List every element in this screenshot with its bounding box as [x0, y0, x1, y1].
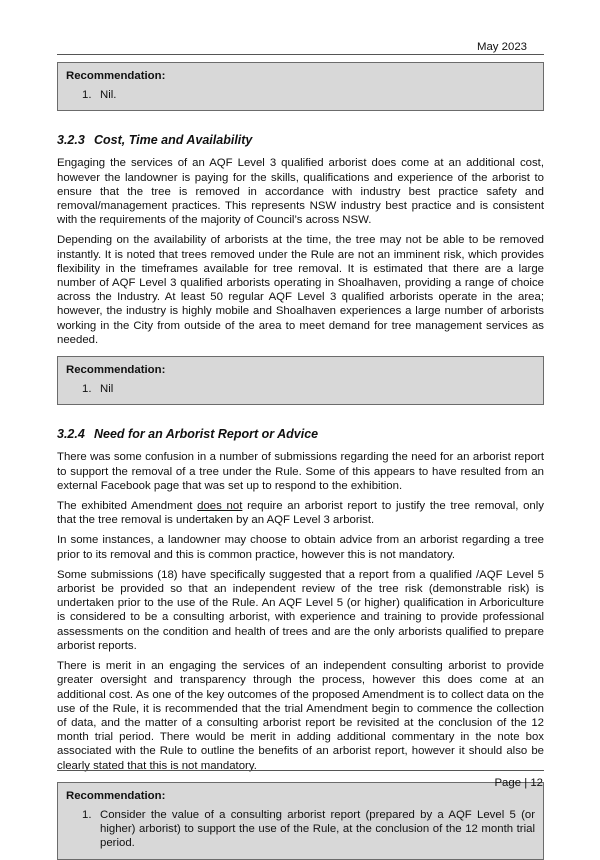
paragraph: Engaging the services of an AQF Level 3 qualified arborist does come at an additional cost, however the landowner is paying for the skills, qualifications and experience of the arborist to ensure that the tree is removed in accordance with industry best practice safety and removal/management practices. This represents NSW industry best practice and is consistent with the requirements of the majority of Council’s across NSW.: [57, 157, 544, 227]
recommendation-item: [66, 88, 535, 102]
paragraph: [57, 659, 544, 773]
header-date: May 2023: [476, 41, 527, 53]
section-number: 3.2.4: [57, 427, 85, 442]
recommendation-box: [57, 356, 544, 405]
recommendation-text: Consider the value of a consulting arborist report (prepared by a AQF Level 5 (or higher) arborist) to support the use of the Rule, at the conclusion of the 12 month trial period.: [100, 808, 535, 850]
paragraph: [57, 499, 544, 527]
recommendation-item: [66, 808, 535, 851]
paragraph-text: There is merit in an engaging the services of an independent consulting arborist to provide greater oversight and transparency through the process, however this does come at an additional cost. As one of the key outcomes of the proposed Amendment is to collect data on the use of the Rule, it is recommended that the trial Amendment begin to commence the collection of data, and the matter of a consulting arborist report be revisited at the conclusion of the 12 month trial period. There would be merit in adding additional commentary in the note box associated with the Rule to outline the benefits of an arborist report, however it should also be clearly stated that this is: [57, 660, 544, 772]
underlined-text: does not: [197, 500, 243, 513]
recommendation-title: Recommendation:: [66, 364, 166, 377]
recommendation-number: 1.: [82, 89, 92, 102]
page-number: Page | 12: [494, 777, 543, 789]
paragraph: Depending on the availability of arborists at the time, the tree may not be able to be removed instantly. It is noted that trees removed under the Rule are not an imminent risk, which provides flexibility in the timeframes available for tree removal. It is estimated that there are a large number of AQF Level 3 qualified arborists operating in Shoalhaven, providing a range of choice across the Industry. At least 50 regular AQF Level 3 qualified arborists operate in the area; however, the industry is highly mobile and Shoalhaven experiences a large number of arborists working in the City from outside of the area to meet demand for tree management services as needed.: [57, 234, 544, 346]
recommendation-text: Nil.: [100, 89, 117, 102]
paragraph: In some instances, a landowner may choose to obtain advice from an arborist regarding a tree prior to its removal and this is common practice, however this is not mandatory.: [57, 534, 544, 561]
paragraph: Some submissions (18) have specifically suggested that a report from a qualified /AQF Level 5 arborist be provided so that an independent review of the tree risk (demonstrable risk) is undertaken prior to the use of the Rule. An AQF Level 5 (or higher) qualification in Arboriculture is considered to be a consulting arborist, with experience and training to provide professional assessments on the condition and health of trees and are the only arborists qualified to prepare arborist reports.: [57, 568, 544, 652]
paragraph-text: The exhibited Amendment: [57, 500, 198, 513]
header-divider: [57, 54, 544, 55]
paragraph-text: require an arborist report to justify the tree removal, only that the tree removal is undertaken by an AQF Level 3 arborist.: [57, 500, 544, 527]
recommendation-item: [66, 382, 535, 396]
paragraph-text: .: [253, 759, 257, 772]
section-heading-3-2-3: [57, 133, 544, 148]
recommendation-title: Recommendation:: [66, 789, 166, 802]
page-content: [57, 62, 544, 860]
underlined-text: not mandatory: [181, 759, 254, 772]
recommendation-text: Nil: [100, 383, 114, 396]
footer-divider: [57, 770, 544, 771]
paragraph: There was some confusion in a number of submissions regarding the need for an arborist report to support the removal of a tree under the Rule. Some of this appears to have resulted from an external Facebook page that was set up to respond to the exhibition.: [57, 451, 544, 492]
recommendation-box: [57, 782, 544, 860]
section-title: Need for an Arborist Report or Advice: [94, 427, 319, 442]
recommendation-box: [57, 62, 544, 111]
recommendation-title: Recommendation:: [66, 70, 166, 82]
recommendation-number: 1.: [82, 808, 92, 821]
section-title: Cost, Time and Availability: [94, 133, 253, 148]
section-number: 3.2.3: [57, 133, 85, 148]
section-heading-3-2-4: [57, 427, 544, 442]
recommendation-number: 1.: [82, 383, 92, 396]
